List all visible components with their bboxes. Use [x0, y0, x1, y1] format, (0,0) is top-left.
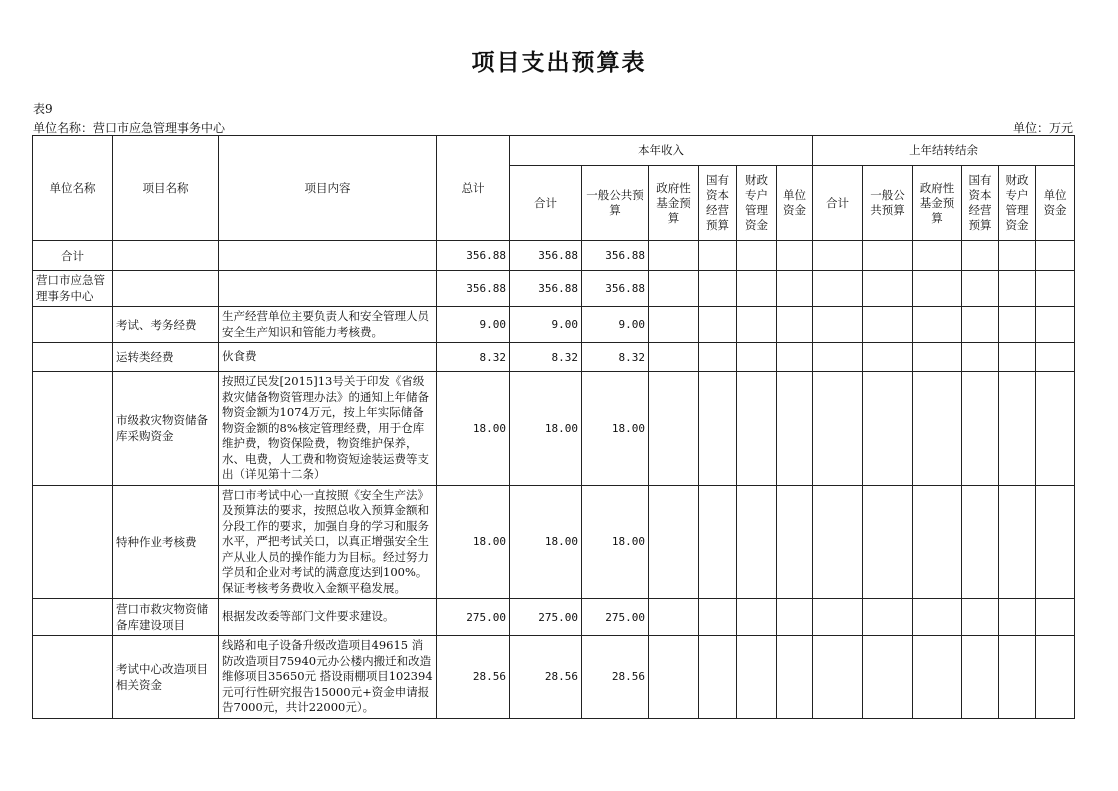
empty-cell: [962, 372, 999, 486]
header-prior-fiscal-special: 财政专户管理资金: [999, 166, 1036, 241]
empty-cell: [699, 599, 737, 636]
empty-cell: [813, 636, 863, 719]
empty-cell: [777, 372, 813, 486]
empty-cell: [863, 307, 913, 343]
row-sum: 356.88: [510, 241, 582, 271]
empty-cell: [1036, 636, 1075, 719]
header-current-unit-funds: 单位资金: [777, 166, 813, 241]
empty-cell: [962, 599, 999, 636]
row-content: 线路和电子设备升级改造项目49615 消防改造项目75940元办公楼内搬迁和改造维修项目35650元 搭设雨棚项目102394元可行性研究报告15000元+资金申请报告7000元，共计22000元）。: [219, 636, 437, 719]
row-unit: [33, 372, 113, 486]
empty-cell: [649, 599, 699, 636]
empty-cell: [649, 636, 699, 719]
row-sum: 18.00: [510, 485, 582, 599]
row-total: 18.00: [437, 372, 510, 486]
row-sum: 9.00: [510, 307, 582, 343]
row-unit: [33, 485, 113, 599]
empty-cell: [737, 271, 777, 307]
empty-cell: [737, 372, 777, 486]
row-sum: 275.00: [510, 599, 582, 636]
empty-cell: [962, 271, 999, 307]
empty-cell: [813, 599, 863, 636]
empty-cell: [649, 372, 699, 486]
empty-cell: [777, 241, 813, 271]
header-prior-unit-funds: 单位资金: [1036, 166, 1075, 241]
empty-cell: [699, 485, 737, 599]
row-project: 特种作业考核费: [113, 485, 219, 599]
row-unit: [33, 599, 113, 636]
empty-cell: [913, 636, 962, 719]
row-sum: 356.88: [510, 271, 582, 307]
empty-cell: [1036, 485, 1075, 599]
empty-cell: [737, 343, 777, 372]
row-project: 营口市救灾物资储备库建设项目: [113, 599, 219, 636]
empty-cell: [699, 372, 737, 486]
empty-cell: [962, 636, 999, 719]
row-content: 营口市考试中心一直按照《安全生产法》及预算法的要求，按照总收入预算金额和分段工作的要求，加强自身的学习和服务水平，严把考试关口，以真正增强安全生产从业人员的操作能力为目标。经过努力学员和企业对考试的满意度达到100%。保证考核考务费收入金额平稳发展。: [219, 485, 437, 599]
table-row: [33, 307, 1075, 343]
page-title: 项目支出预算表: [471, 50, 647, 76]
header-current-fiscal-special: 财政专户管理资金: [737, 166, 777, 241]
empty-cell: [863, 485, 913, 599]
header-prior-sum: 合计: [813, 166, 863, 241]
empty-cell: [913, 599, 962, 636]
empty-cell: [863, 271, 913, 307]
table-number: 表9: [33, 102, 53, 116]
empty-cell: [863, 599, 913, 636]
row-sum: 8.32: [510, 343, 582, 372]
empty-cell: [999, 343, 1036, 372]
empty-cell: [1036, 271, 1075, 307]
empty-cell: [913, 343, 962, 372]
empty-cell: [777, 307, 813, 343]
row-unit: 营口市应急管理事务中心: [33, 271, 113, 307]
empty-cell: [777, 343, 813, 372]
row-content: 按照辽民发[2015]13号关于印发《省级救灾储备物资管理办法》的通知上年储备物资金额为1074万元，按上年实际储备物资金额的8%核定管理经费，用于仓库维护费，物资保险费，物资维护保养，水、电费，人工费和物资短途装运费等支出（详见第十二条）: [219, 372, 437, 486]
budget-table: [32, 135, 1075, 719]
empty-cell: [649, 307, 699, 343]
empty-cell: [913, 372, 962, 486]
row-content: [219, 271, 437, 307]
empty-cell: [999, 599, 1036, 636]
empty-cell: [999, 372, 1036, 486]
row-general: 356.88: [582, 271, 649, 307]
header-current-gov-fund: 政府性基金预算: [649, 166, 699, 241]
row-content: 伙食费: [219, 343, 437, 372]
row-project: 考试中心改造项目相关资金: [113, 636, 219, 719]
row-content: [219, 241, 437, 271]
row-general: 18.00: [582, 372, 649, 486]
table-row: [33, 241, 1075, 271]
empty-cell: [737, 636, 777, 719]
empty-cell: [999, 271, 1036, 307]
header-unit-name: 单位名称: [33, 136, 113, 241]
empty-cell: [813, 343, 863, 372]
empty-cell: [813, 241, 863, 271]
row-unit: [33, 307, 113, 343]
empty-cell: [1036, 599, 1075, 636]
empty-cell: [649, 485, 699, 599]
table-row: [33, 636, 1075, 719]
row-unit: 合计: [33, 241, 113, 271]
row-total: 28.56: [437, 636, 510, 719]
empty-cell: [813, 372, 863, 486]
row-general: 18.00: [582, 485, 649, 599]
header-current-state-capital: 国有资本经营预算: [699, 166, 737, 241]
row-total: 356.88: [437, 241, 510, 271]
table-row: [33, 343, 1075, 372]
empty-cell: [649, 241, 699, 271]
empty-cell: [777, 636, 813, 719]
empty-cell: [649, 343, 699, 372]
empty-cell: [999, 636, 1036, 719]
empty-cell: [699, 636, 737, 719]
row-general: 356.88: [582, 241, 649, 271]
empty-cell: [737, 241, 777, 271]
empty-cell: [737, 599, 777, 636]
row-unit: [33, 343, 113, 372]
empty-cell: [1036, 372, 1075, 486]
empty-cell: [1036, 343, 1075, 372]
empty-cell: [699, 271, 737, 307]
empty-cell: [813, 485, 863, 599]
empty-cell: [699, 307, 737, 343]
unit-measure-label: 单位：万元: [1012, 121, 1073, 135]
row-project: [113, 241, 219, 271]
row-general: 275.00: [582, 599, 649, 636]
row-total: 9.00: [437, 307, 510, 343]
row-project: 运转类经费: [113, 343, 219, 372]
row-general: 9.00: [582, 307, 649, 343]
empty-cell: [913, 241, 962, 271]
header-current-sum: 合计: [510, 166, 582, 241]
row-content: 生产经营单位主要负责人和安全管理人员安全生产知识和管能力考核费。: [219, 307, 437, 343]
empty-cell: [863, 241, 913, 271]
row-total: 8.32: [437, 343, 510, 372]
row-general: 8.32: [582, 343, 649, 372]
empty-cell: [737, 485, 777, 599]
empty-cell: [1036, 241, 1075, 271]
row-unit: [33, 636, 113, 719]
header-prior-general-public: 一般公共预算: [863, 166, 913, 241]
empty-cell: [863, 343, 913, 372]
empty-cell: [962, 307, 999, 343]
empty-cell: [699, 241, 737, 271]
empty-cell: [777, 599, 813, 636]
empty-cell: [863, 636, 913, 719]
table-row: [33, 271, 1075, 307]
row-general: 28.56: [582, 636, 649, 719]
header-current-year-income: 本年收入: [510, 136, 813, 166]
empty-cell: [913, 271, 962, 307]
row-total: 18.00: [437, 485, 510, 599]
empty-cell: [962, 343, 999, 372]
empty-cell: [737, 307, 777, 343]
header-project-name: 项目名称: [113, 136, 219, 241]
header-project-content: 项目内容: [219, 136, 437, 241]
row-project: 市级救灾物资储备库采购资金: [113, 372, 219, 486]
empty-cell: [813, 307, 863, 343]
row-content: 根据发改委等部门文件要求建设。: [219, 599, 437, 636]
empty-cell: [913, 485, 962, 599]
empty-cell: [999, 485, 1036, 599]
empty-cell: [863, 372, 913, 486]
unit-name-label: 单位名称：营口市应急管理事务中心: [33, 121, 226, 135]
header-prior-year-carryover: 上年结转结余: [813, 136, 1075, 166]
empty-cell: [1036, 307, 1075, 343]
header-total: 总计: [437, 136, 510, 241]
empty-cell: [962, 241, 999, 271]
empty-cell: [962, 485, 999, 599]
table-row: [33, 599, 1075, 636]
row-sum: 18.00: [510, 372, 582, 486]
row-project: 考试、考务经费: [113, 307, 219, 343]
header-prior-state-capital: 国有资本经营预算: [962, 166, 999, 241]
empty-cell: [777, 271, 813, 307]
row-total: 275.00: [437, 599, 510, 636]
row-project: [113, 271, 219, 307]
header-current-general-public: 一般公共预算: [582, 166, 649, 241]
empty-cell: [649, 271, 699, 307]
unit-info-line: [33, 119, 1073, 136]
header-prior-gov-fund: 政府性基金预算: [913, 166, 962, 241]
empty-cell: [999, 307, 1036, 343]
empty-cell: [777, 485, 813, 599]
empty-cell: [813, 271, 863, 307]
empty-cell: [699, 343, 737, 372]
row-sum: 28.56: [510, 636, 582, 719]
table-row: [33, 372, 1075, 486]
empty-cell: [913, 307, 962, 343]
table-row: [33, 485, 1075, 599]
empty-cell: [999, 241, 1036, 271]
row-total: 356.88: [437, 271, 510, 307]
